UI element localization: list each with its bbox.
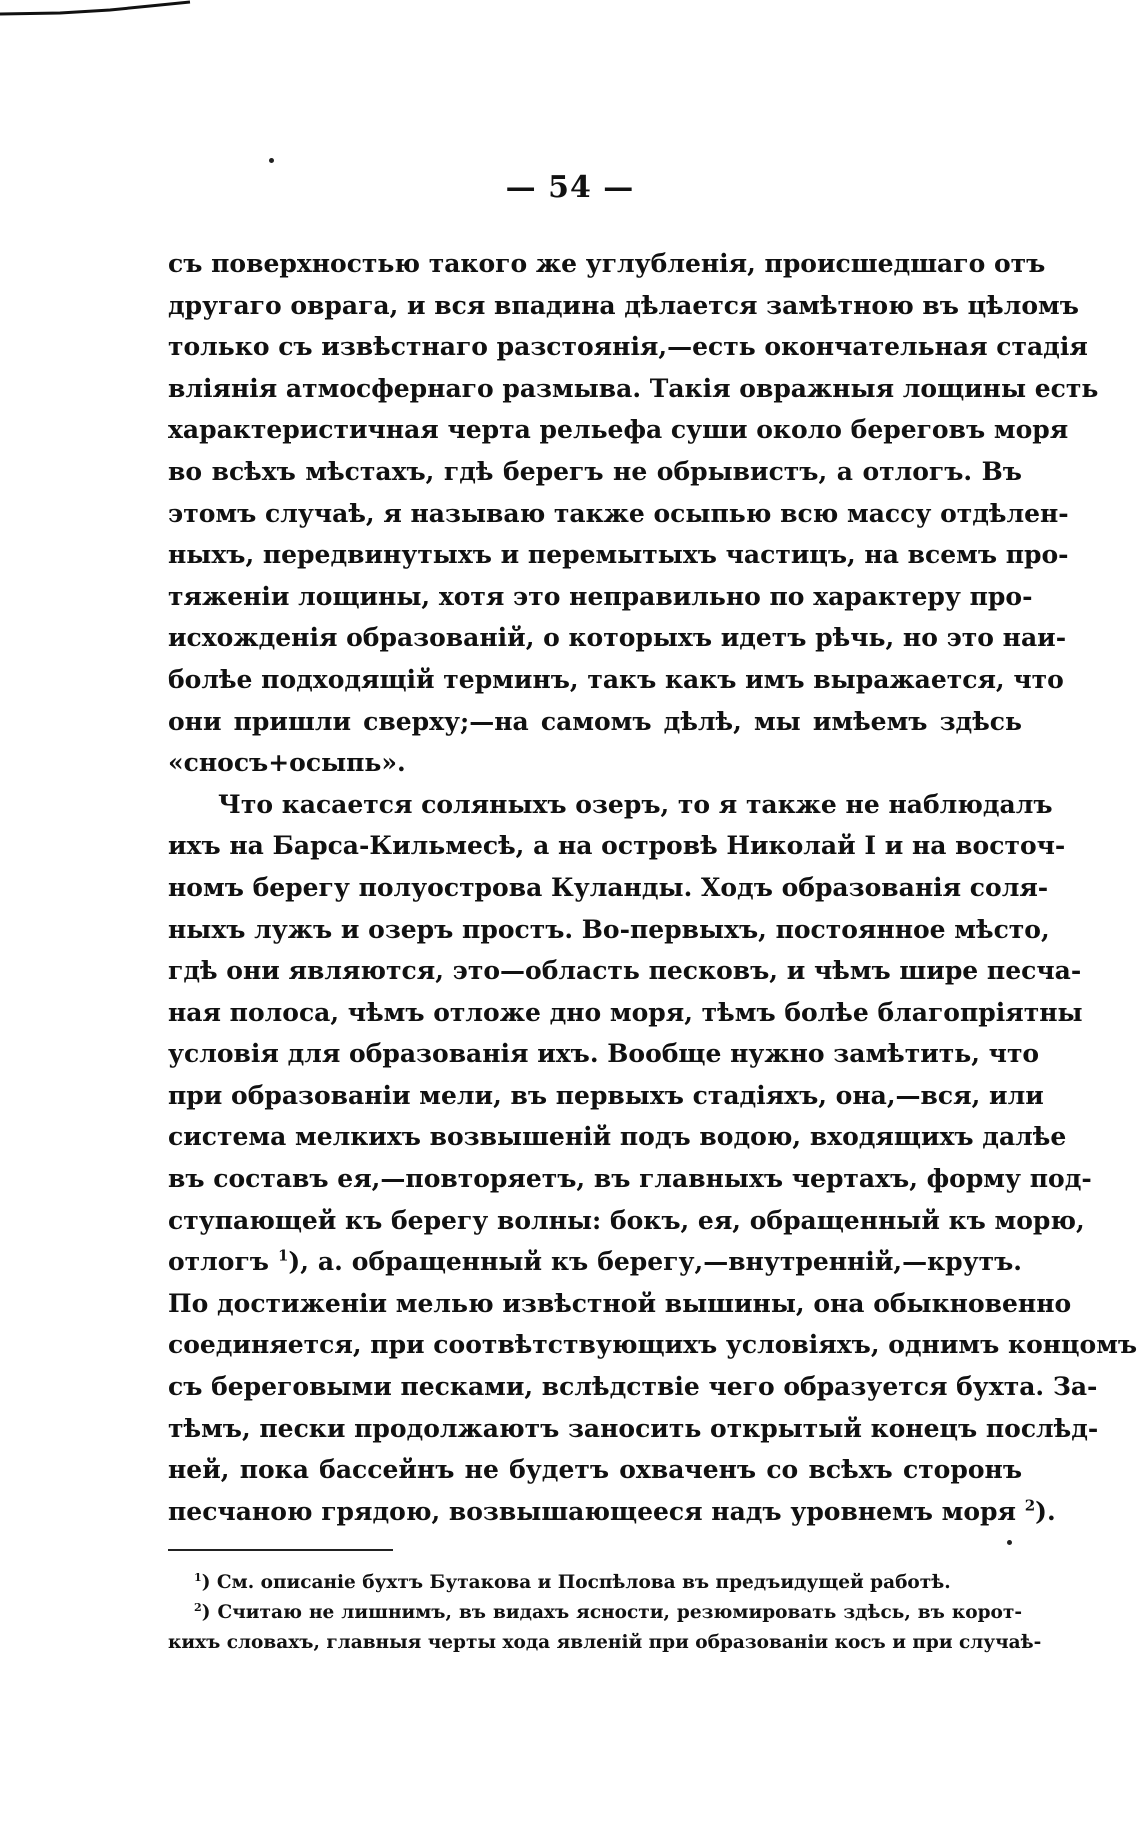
text-line: «сносъ+осыпь». (168, 748, 406, 778)
footnote-ref-2: 2 (1024, 1496, 1036, 1515)
footnote-text: ) Считаю не лишнимъ, въ видахъ ясности, резюмировать здѣсь, въ корот- (201, 1602, 1022, 1623)
text-line: гдѣ они являются, это—область песковъ, и чѣмъ шире песча- (168, 956, 1082, 986)
text-line: ная полоса, чѣмъ отложе дно моря, тѣмъ болѣе благопріятны (168, 997, 1083, 1027)
text-line: во всѣхъ мѣстахъ, гдѣ берегъ не обрывистъ, а отлогъ. Въ (168, 456, 1022, 486)
text-line-with-footnote-ref (168, 1241, 1022, 1283)
text-line: съ береговыми песками, вслѣдствіе чего образуется бухта. За- (168, 1372, 1098, 1402)
scan-speck (269, 158, 274, 163)
text-line: въ составъ ея,—повторяетъ, въ главныхъ чертахъ, форму под- (168, 1164, 1092, 1194)
footnote-2 (168, 1598, 1022, 1628)
text-line: тяженіи лощины, хотя это неправильно по характеру про- (168, 581, 1033, 611)
footnote-2-continued: кихъ словахъ, главныя черты хода явленій при образованіи косъ и при случаѣ- (168, 1632, 1042, 1653)
text-line: система мелкихъ возвышеній подъ водою, входящихъ далѣе (168, 1122, 1067, 1152)
footnote-marker: 2 (194, 1600, 202, 1614)
text-segment: отлогъ (168, 1247, 269, 1277)
text-line: условія для образованія ихъ. Вообще нужно замѣтить, что (168, 1039, 1040, 1069)
footnote-1 (168, 1568, 1022, 1598)
text-line: исхожденія образованій, о которыхъ идетъ рѣчь, но это наи- (168, 623, 1067, 653)
text-line: ныхъ лужъ и озеръ простъ. Во-первыхъ, постоянное мѣсто, (168, 914, 1050, 944)
paragraph-1 (168, 243, 1099, 784)
text-line: номъ берегу полуострова Куланды. Ходъ образованія соля- (168, 872, 1049, 902)
scan-speck (1007, 1540, 1012, 1545)
footnote-divider (168, 1549, 393, 1551)
footnotes (168, 1568, 1042, 1658)
footnote-ref-1: 1 (277, 1246, 289, 1265)
footnote-text: ) См. описаніе бухтъ Бутакова и Поспѣлова въ предъидущей работѣ. (201, 1572, 951, 1593)
footnote-marker: 1 (194, 1570, 202, 1584)
text-line: при образованіи мели, въ первыхъ стадіяхъ, она,—вся, или (168, 1080, 1044, 1110)
text-line: Что касается соляныхъ озеръ, то я также не наблюдалъ (218, 789, 1053, 819)
text-line: характеристичная черта рельефа суши около береговъ моря (168, 415, 1069, 445)
text-line-with-footnote-ref (168, 1491, 1056, 1533)
page-number: — 54 — (505, 170, 635, 205)
text-line: съ поверхностью такого же углубленія, происшедшаго отъ (168, 249, 1046, 278)
text-line: По достиженіи мелью извѣстной вышины, она обыкновенно (168, 1288, 1072, 1318)
text-line: соединяется, при соотвѣтствующихъ условіяхъ, однимъ концомъ (168, 1330, 1138, 1360)
text-segment: ), а. обращенный къ берегу,—внутренній,—крутъ. (288, 1247, 1022, 1277)
text-line: другаго оврага, и вся впадина дѣлается замѣтною въ цѣломъ (168, 290, 1079, 320)
scan-edge-mark (0, 0, 190, 20)
text-line: тѣмъ, пески продолжаютъ заносить открытый конецъ послѣд- (168, 1413, 1099, 1443)
text-line: только съ извѣстнаго разстоянія,—есть окончательная стадія (168, 332, 1088, 362)
text-line: этомъ случаѣ, я называю также осыпью всю массу отдѣлен- (168, 498, 1069, 528)
text-line: ныхъ, передвинутыхъ и перемытыхъ частицъ, на всемъ про- (168, 540, 1069, 570)
text-line: вліянія атмосфернаго размыва. Такія овражныя лощины есть (168, 373, 1099, 403)
text-segment: песчаною грядою, возвышающееся надъ уровнемъ моря (168, 1496, 1016, 1526)
text-line: болѣе подходящій терминъ, такъ какъ имъ выражается, что (168, 664, 1064, 694)
text-line: ступающей къ берегу волны: бокъ, ея, обращенный къ морю, (168, 1205, 1085, 1235)
text-line: они пришли сверху;—на самомъ дѣлѣ, мы имѣемъ здѣсь (168, 706, 1022, 736)
text-line: ихъ на Барса-Кильмесѣ, а на островѣ Николай I и на восточ- (168, 831, 1066, 861)
text-segment: ). (1035, 1496, 1056, 1526)
paragraph-2 (168, 784, 1138, 1533)
text-line: ней, пока бассейнъ не будетъ охваченъ со всѣхъ сторонъ (168, 1455, 1022, 1485)
main-text (168, 243, 1138, 1532)
